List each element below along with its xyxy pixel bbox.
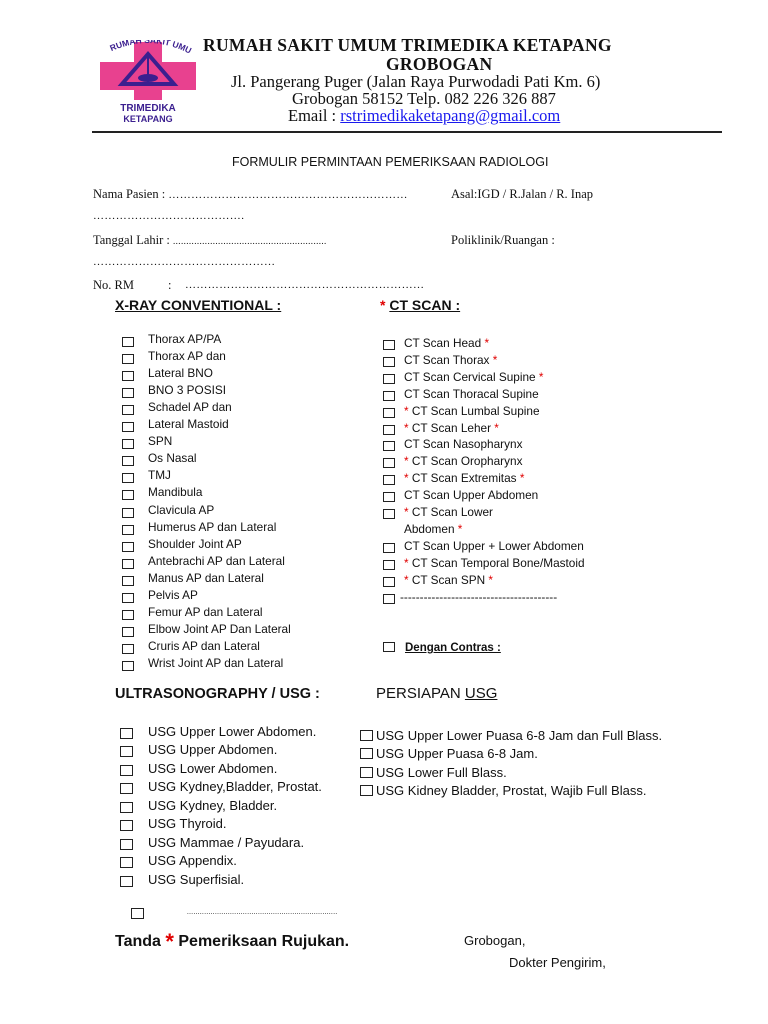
tanda-star: * (165, 929, 174, 954)
no-rm-dots[interactable]: ……………………………………………………… (185, 279, 425, 291)
tanda-prefix: Tanda (115, 933, 166, 950)
persiapan-item-label: USG Lower Full Blass. (376, 764, 507, 780)
ct-item-star-pre: * (404, 505, 412, 519)
xray-item-checkbox[interactable] (122, 354, 134, 364)
xray-item-checkbox[interactable] (122, 593, 134, 603)
ct-item-star-post: * (489, 352, 498, 367)
tanggal-lahir-dots: .......................................................... (173, 236, 327, 246)
ct-item-label (404, 471, 524, 485)
ct-item-checkbox[interactable] (383, 543, 395, 553)
ct-item-star-pre: * (404, 555, 412, 570)
ct-item-star-post: * (516, 471, 525, 486)
ct-item-star-pre: * (404, 471, 412, 486)
ct-item-checkbox[interactable] (383, 441, 395, 451)
nama-pasien-field[interactable] (93, 187, 408, 202)
ct-item-text: CT Scan Thorax (404, 352, 490, 367)
xray-item-checkbox[interactable] (122, 473, 134, 483)
usg-item-checkbox[interactable] (120, 820, 133, 831)
no-rm-colon: : (168, 278, 172, 292)
xray-item-checkbox[interactable] (122, 405, 134, 415)
ct-item-text: CT Scan Upper Abdomen (404, 488, 539, 503)
xray-item-label: Elbow Joint AP Dan Lateral (148, 621, 291, 636)
xray-item-label: Thorax AP/PA (148, 332, 222, 346)
ct-item-label (404, 454, 522, 468)
ct-item-text: CT Scan SPN (411, 572, 486, 587)
persiapan-item-label: USG Kidney Bladder, Prostat, Wajib Full Blass. (376, 783, 647, 799)
xray-item-label: Shoulder Joint AP (148, 536, 242, 551)
ct-item-text: ---------------------------------------- (400, 589, 558, 604)
usg-heading: ULTRASONOGRAPHY / USG : (115, 686, 320, 702)
ct-item-label (400, 590, 557, 604)
xray-item-label: Clavicula AP (148, 502, 215, 517)
ct-item-checkbox[interactable] (383, 577, 395, 587)
xray-item-checkbox[interactable] (122, 661, 134, 671)
ct-item-checkbox[interactable] (383, 458, 395, 468)
usg-item-checkbox[interactable] (120, 783, 133, 794)
xray-item-label: Wrist Joint AP dan Lateral (148, 655, 284, 670)
nama-pasien-label: Nama Pasien : (93, 187, 169, 201)
ct-item-checkbox[interactable] (383, 408, 395, 418)
persiapan-item-checkbox[interactable] (360, 730, 373, 741)
xray-item-label: Antebrachi AP dan Lateral (148, 553, 285, 568)
ct-item-checkbox[interactable] (383, 425, 395, 435)
ct-item-text: CT Scan Extremitas (411, 471, 517, 486)
usg-item-label: USG Upper Lower Abdomen. (148, 724, 317, 739)
ct-item-checkbox[interactable] (383, 560, 395, 570)
xray-item-checkbox[interactable] (122, 388, 134, 398)
hospital-email (288, 106, 560, 126)
usg-item-checkbox[interactable] (120, 746, 133, 757)
xray-item-checkbox[interactable] (122, 456, 134, 466)
contrast-label: Dengan Contras : (405, 642, 501, 654)
xray-item-checkbox[interactable] (122, 508, 134, 518)
xray-item-checkbox[interactable] (122, 610, 134, 620)
xray-item-label: Thorax AP dan (148, 349, 226, 364)
ct-item-label (404, 539, 584, 553)
usg-item-label: USG Appendix. (148, 853, 237, 869)
footer-doctor: Dokter Pengirim, (509, 955, 606, 970)
xray-item-label: Schadel AP dan (148, 400, 232, 415)
ct-item-label (404, 556, 585, 570)
ct-heading-text: CT SCAN : (389, 297, 461, 313)
asal-label: Asal:IGD / R.Jalan / R. Inap (451, 187, 593, 201)
tanda-note (115, 929, 349, 955)
usg-item-label: USG Lower Abdomen. (148, 760, 278, 776)
ct-item-text: CT Scan Head (404, 336, 482, 350)
ct-item-star-post: * (491, 420, 499, 435)
persiapan-item-checkbox[interactable] (360, 785, 373, 796)
nama-pasien-dots: ……………………………………………………… (168, 189, 408, 201)
usg-item-checkbox[interactable] (120, 857, 133, 868)
usg-item-label: USG Mammae / Payudara. (148, 834, 305, 850)
ct-item-text: CT Scan Lumbal Supine (411, 403, 540, 418)
usg-item-label: USG Superfisial. (148, 871, 245, 887)
hospital-name: RUMAH SAKIT UMUM TRIMEDIKA KETAPANG (203, 35, 612, 55)
ct-item-label (404, 387, 539, 401)
persiapan-item-checkbox[interactable] (360, 767, 373, 778)
ct-item-star-post: * (454, 521, 463, 536)
ct-item-star-pre: * (404, 420, 412, 435)
ct-item-text: CT Scan Thoracal Supine (404, 386, 539, 401)
ct-heading (380, 297, 460, 313)
xray-item-checkbox[interactable] (122, 337, 134, 347)
usg-item-checkbox[interactable] (120, 876, 133, 887)
ct-item-star-post: * (535, 369, 544, 384)
persiapan-item-checkbox[interactable] (360, 748, 373, 759)
ct-item-checkbox[interactable] (383, 509, 395, 519)
persiapan-heading (376, 685, 497, 702)
ct-item-star-pre: * (404, 454, 412, 469)
xray-item-checkbox[interactable] (122, 559, 134, 569)
xray-item-label: Cruris AP dan Lateral (148, 638, 260, 653)
ct-item-checkbox[interactable] (383, 492, 395, 502)
usg-item-label: USG Kydney, Bladder. (148, 797, 278, 813)
ct-item-label (404, 573, 493, 587)
ct-item-text: CT Scan Upper + Lower Abdomen (404, 538, 584, 553)
tanggal-lahir-label: Tanggal Lahir : (93, 233, 173, 247)
ct-item-text: Abdomen (404, 521, 455, 536)
ct-item-checkbox[interactable] (383, 391, 395, 401)
persiapan-heading-part1: PERSIAPAN (376, 685, 465, 702)
ct-heading-star: * (380, 297, 386, 313)
usg-other-dots[interactable]: ...................................................................... (187, 908, 338, 916)
usg-item-checkbox[interactable] (120, 728, 133, 739)
usg-item-checkbox[interactable] (120, 802, 133, 813)
ct-item-star-pre: * (404, 572, 412, 587)
ct-item-text: CT Scan Cervical Supine (404, 369, 536, 384)
ct-item-star-post: * (481, 336, 490, 350)
ct-item-label (404, 404, 540, 418)
xray-item-checkbox[interactable] (122, 422, 134, 432)
usg-item-checkbox[interactable] (120, 765, 133, 776)
logo-emblem (98, 40, 198, 126)
ct-item-label (404, 522, 462, 536)
ct-item-text: CT Scan Leher (411, 420, 492, 435)
xray-item-label: Manus AP dan Lateral (148, 570, 264, 585)
form-title: FORMULIR PERMINTAAN PEMERIKSAAN RADIOLOGI (232, 155, 549, 169)
xray-item-label: BNO 3 POSISI (148, 383, 227, 398)
xray-item-label: Mandibula (148, 485, 203, 500)
ct-item-text: CT Scan Temporal Bone/Mastoid (411, 555, 585, 570)
xray-heading: X-RAY CONVENTIONAL : (115, 297, 282, 313)
logo-mid-text: TRIMEDIKA (120, 103, 176, 114)
header-divider (92, 131, 722, 133)
logo-arc-text: RUMAH SAKIT UMU (108, 40, 194, 56)
tanggal-lahir-field[interactable] (93, 233, 327, 248)
ct-item-star-pre: * (404, 403, 412, 418)
footer-place: Grobogan, (464, 933, 526, 948)
hospital-phone: Grobogan 58152 Telp. 082 226 326 887 (292, 89, 556, 108)
xray-item-label: Pelvis AP (148, 587, 198, 602)
xray-item-checkbox[interactable] (122, 439, 134, 449)
ct-item-text: CT Scan Lower (411, 505, 493, 519)
ct-item-checkbox[interactable] (383, 374, 395, 384)
persiapan-heading-part2: USG (464, 685, 498, 702)
usg-item-label: USG Upper Abdomen. (148, 742, 278, 758)
ct-item-label (404, 505, 493, 519)
ct-item-label (404, 370, 543, 384)
ct-item-label (404, 353, 497, 367)
xray-item-checkbox[interactable] (122, 542, 134, 552)
ct-item-checkbox[interactable] (383, 475, 395, 485)
email-link[interactable]: rstrimedikaketapang@gmail.com (340, 106, 561, 125)
usg-item-label: USG Thyroid. (148, 816, 227, 832)
hospital-address: Jl. Pangerang Puger (Jalan Raya Purwodadi Pati Km. 6) (231, 72, 601, 91)
usg-item-label: USG Kydney,Bladder, Prostat. (148, 779, 322, 795)
xray-item-checkbox[interactable] (122, 644, 134, 654)
ct-item-star-post: * (485, 572, 493, 587)
tanggal-lahir-dots-continued: ………………………………………… (93, 256, 276, 268)
xray-item-label: SPN (148, 434, 173, 449)
xray-item-label: Lateral Mastoid (148, 417, 229, 432)
ct-item-text: CT Scan Oropharynx (411, 454, 523, 469)
ct-item-label (404, 488, 538, 502)
ct-item-checkbox[interactable] (383, 357, 395, 367)
no-rm-label: No. RM (93, 278, 134, 292)
ct-item-label (404, 421, 499, 435)
contrast-checkbox[interactable] (383, 642, 395, 652)
xray-item-label: TMJ (148, 468, 171, 483)
nama-pasien-dots-continued: …………………………………. (93, 210, 245, 222)
xray-item-checkbox[interactable] (122, 371, 134, 381)
tanda-suffix: Pemeriksaan Rujukan. (173, 933, 350, 950)
usg-item-checkbox[interactable] (120, 839, 133, 850)
ct-item-text: CT Scan Nasopharynx (404, 437, 523, 452)
xray-item-checkbox[interactable] (122, 627, 134, 637)
persiapan-item-label: USG Upper Puasa 6-8 Jam. (376, 746, 538, 762)
xray-item-label: Femur AP dan Lateral (148, 604, 263, 619)
ct-item-label (404, 437, 522, 451)
xray-item-checkbox[interactable] (122, 490, 134, 500)
ct-item-checkbox[interactable] (383, 594, 395, 604)
xray-item-label: Os Nasal (148, 451, 197, 466)
usg-other-checkbox[interactable] (131, 908, 144, 919)
ct-item-label (404, 336, 489, 350)
xray-item-label: Lateral BNO (148, 366, 213, 381)
hospital-city: GROBOGAN (386, 54, 493, 74)
ct-item-checkbox[interactable] (383, 340, 395, 350)
logo-bottom-text: KETAPANG (123, 114, 173, 124)
xray-item-checkbox[interactable] (122, 525, 134, 535)
hospital-logo (98, 40, 198, 126)
email-label: Email : (288, 106, 341, 125)
poliklinik-label: Poliklinik/Ruangan : (451, 233, 555, 247)
xray-item-label: Humerus AP dan Lateral (148, 519, 277, 534)
xray-item-checkbox[interactable] (122, 576, 134, 586)
persiapan-item-label: USG Upper Lower Puasa 6-8 Jam dan Full Blass. (376, 728, 663, 743)
